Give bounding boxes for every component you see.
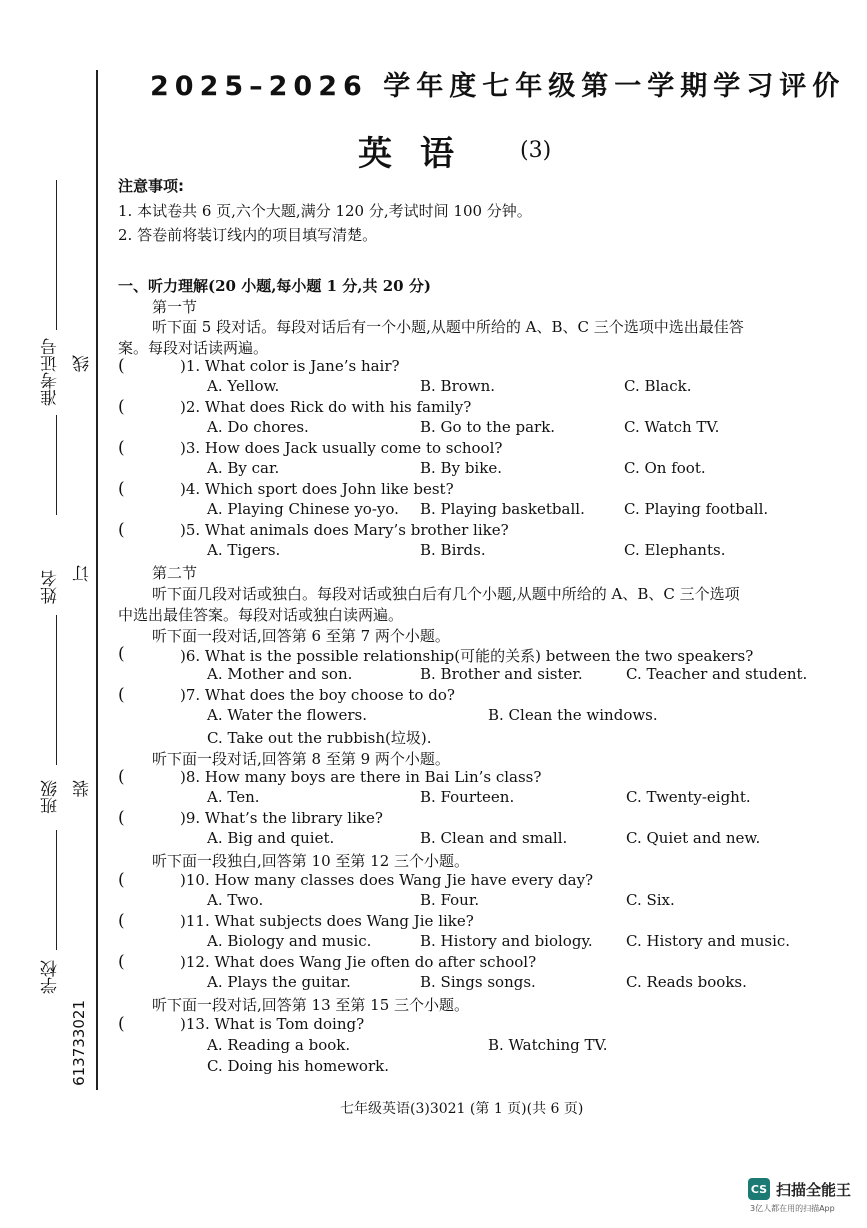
option-c: C. On foot.: [624, 459, 706, 477]
question-text: )2. What does Rick do with his family?: [180, 398, 472, 416]
scanner-logo: [748, 1178, 851, 1200]
question-text: )4. Which sport does John like best?: [180, 480, 454, 498]
question-text: )6. What is the possible relationship(可能的关系) between the two speakers?: [180, 647, 754, 665]
scanner-tagline: 3亿人都在用的扫描App: [750, 1204, 835, 1213]
dialogue-prompt: 听下面一段对话,回答第 6 至第 7 两个小题。: [152, 627, 450, 645]
option-a: A. Mother and son.: [207, 665, 353, 683]
monologue-prompt: 听下面一段独白,回答第 10 至第 12 三个小题。: [152, 852, 470, 870]
option-b: B. Fourteen.: [420, 788, 515, 806]
line-label: 线: [73, 355, 93, 372]
notice-heading: 注意事项:: [118, 177, 184, 195]
option-a: A. Water the flowers.: [207, 706, 367, 724]
option-a: A. Tigers.: [207, 541, 281, 559]
scanner-app-name: 扫描全能王: [776, 1180, 852, 1199]
option-b: B. Watching TV.: [488, 1036, 608, 1054]
option-a: A. Biology and music.: [207, 932, 372, 950]
option-a: A. Reading a book.: [207, 1036, 351, 1054]
answer-blank[interactable]: (: [118, 397, 125, 417]
option-b: B. Clean and small.: [420, 829, 568, 847]
class-blank: [56, 830, 57, 950]
question-text: )12. What does Wang Jie often do after school?: [180, 953, 537, 971]
option-c: C. Elephants.: [624, 541, 726, 559]
option-b: B. Four.: [420, 891, 480, 909]
answer-blank[interactable]: (: [118, 644, 125, 664]
option-a: A. Plays the guitar.: [207, 973, 351, 991]
option-a: A. Big and quiet.: [207, 829, 335, 847]
option-b: B. Birds.: [420, 541, 486, 559]
answer-blank[interactable]: (: [118, 911, 125, 931]
part-heading: 第二节: [152, 564, 198, 582]
part-heading: 第一节: [152, 298, 198, 316]
question-text: )13. What is Tom doing?: [180, 1015, 365, 1033]
option-a: A. Playing Chinese yo-yo.: [207, 500, 399, 518]
answer-blank[interactable]: (: [118, 479, 125, 499]
dialogue-prompt: 听下面一段对话,回答第 13 至第 15 三个小题。: [152, 996, 470, 1014]
option-a: A. Do chores.: [207, 418, 309, 436]
option-b: B. Sings songs.: [420, 973, 536, 991]
answer-blank[interactable]: (: [118, 438, 125, 458]
paper-code: 613733021: [70, 1000, 88, 1086]
option-b: B. Playing basketball.: [420, 500, 585, 518]
option-c: C. Teacher and student.: [626, 665, 808, 683]
option-c: C. Reads books.: [626, 973, 747, 991]
exam-id-blank: [56, 180, 57, 330]
page-footer: 七年级英语(3)3021 (第 1 页)(共 6 页): [340, 1101, 584, 1117]
cs-logo-icon: CS: [748, 1178, 770, 1200]
option-b: B. By bike.: [420, 459, 502, 477]
dialogue-prompt: 听下面一段对话,回答第 8 至第 9 两个小题。: [152, 750, 450, 768]
binding-line: [96, 70, 98, 1090]
school-label: 学校: [41, 960, 61, 994]
option-c: C. Take out the rubbish(垃圾).: [207, 729, 432, 747]
option-b: B. History and biology.: [420, 932, 593, 950]
question-text: )1. What color is Jane’s hair?: [180, 357, 400, 375]
option-c: C. Watch TV.: [624, 418, 720, 436]
zhuang-label: 装: [73, 780, 93, 797]
answer-blank[interactable]: (: [118, 1014, 125, 1034]
option-a: A. By car.: [207, 459, 280, 477]
question-text: )5. What animals does Mary’s brother like?: [180, 521, 509, 539]
option-c: C. Six.: [626, 891, 675, 909]
option-a: A. Two.: [207, 891, 264, 909]
option-c: C. Black.: [624, 377, 692, 395]
notice-item: 1. 本试卷共 6 页,六个大题,满分 120 分,考试时间 100 分钟。: [118, 202, 532, 220]
option-c: C. History and music.: [626, 932, 791, 950]
question-text: )3. How does Jack usually come to school?: [180, 439, 503, 457]
class-label: 班级: [41, 780, 61, 814]
question-text: )7. What does the boy choose to do?: [180, 686, 455, 704]
option-b: B. Brown.: [420, 377, 496, 395]
option-c: C. Quiet and new.: [626, 829, 761, 847]
option-a: A. Yellow.: [207, 377, 280, 395]
instruction-text: 听下面几段对话或独白。每段对话或独白后有几个小题,从题中所给的 A、B、C 三个选项: [152, 585, 740, 603]
question-text: )11. What subjects does Wang Jie like?: [180, 912, 474, 930]
option-b: B. Go to the park.: [420, 418, 556, 436]
option-b: B. Clean the windows.: [488, 706, 658, 724]
answer-blank[interactable]: (: [118, 685, 125, 705]
exam-id-label: 准考证号: [41, 338, 61, 406]
volume-number: (3): [520, 138, 552, 163]
option-b: B. Brother and sister.: [420, 665, 583, 683]
name-blank: [56, 615, 57, 765]
answer-blank[interactable]: (: [118, 952, 125, 972]
option-c: C. Doing his homework.: [207, 1057, 389, 1075]
instruction-text: 中选出最佳答案。每段对话或独白读两遍。: [118, 606, 404, 624]
instruction-text: 案。每段对话读两遍。: [118, 339, 269, 357]
option-c: C. Playing football.: [624, 500, 769, 518]
notice-item: 2. 答卷前将装订线内的项目填写清楚。: [118, 226, 378, 244]
answer-blank[interactable]: (: [118, 870, 125, 890]
answer-blank[interactable]: (: [118, 356, 125, 376]
instruction-text: 听下面 5 段对话。每段对话后有一个小题,从题中所给的 A、B、C 三个选项中选出最佳答: [152, 318, 744, 336]
section-heading: 一、听力理解(20 小题,每小题 1 分,共 20 分): [118, 277, 431, 295]
question-text: )10. How many classes does Wang Jie have every day?: [180, 871, 594, 889]
page-title: 2025–2026 学年度七年级第一学期学习评价: [150, 71, 846, 102]
option-a: A. Ten.: [207, 788, 260, 806]
answer-blank[interactable]: (: [118, 520, 125, 540]
option-c: C. Twenty-eight.: [626, 788, 751, 806]
answer-blank[interactable]: (: [118, 808, 125, 828]
answer-blank[interactable]: (: [118, 767, 125, 787]
name-label: 姓名: [41, 570, 61, 604]
subject-title: 英语: [358, 134, 482, 174]
ding-label: 订: [73, 565, 93, 582]
question-text: )9. What’s the library like?: [180, 809, 383, 827]
exam-id-blank-lower: [56, 415, 57, 515]
question-text: )8. How many boys are there in Bai Lin’s class?: [180, 768, 542, 786]
